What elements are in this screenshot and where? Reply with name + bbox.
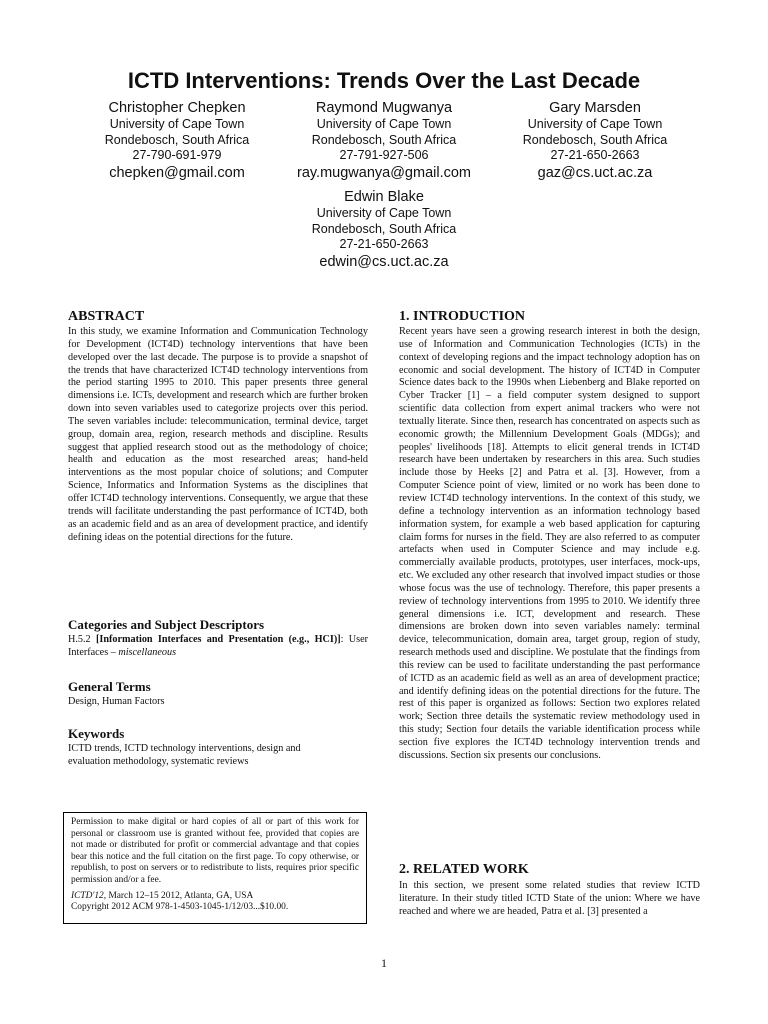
permission-venue: , March 12–15 2012, Atlanta, GA, USA: [103, 890, 254, 901]
author-name: Raymond Mugwanya: [315, 100, 453, 116]
categories-italic: miscellaneous: [118, 646, 177, 658]
related-work-body: [399, 880, 700, 919]
categories-bold: [Information Interfaces and Presentation (e.g., HCI)]: [95, 634, 341, 645]
author-location: Rondebosch, South Africa: [311, 132, 457, 147]
paper-title: ICTD Interventions: Trends Over the Last Decade: [127, 68, 641, 93]
author-affiliation: University of Cape Town: [527, 117, 663, 131]
author-name: Gary Marsden: [549, 100, 641, 116]
author-location: Rondebosch, South Africa: [104, 132, 250, 147]
categories-heading: Categories and Subject Descriptors: [68, 617, 265, 632]
page-number: 1: [381, 956, 387, 970]
categories-code: H.5.2: [68, 634, 91, 645]
introduction-text: Recent years have seen a growing research interest in both the design, use of Information and Communication Technologies (ICTs) in the context of developing regions and the impact technology adoption has on economic and social development. The history of ICT4D in Computer Science dates back to the 1990s when Liebenberg and Blake reported on Cyber Tracker [1] – a field computer system designed to support scientific data collection from expert animal trackers who were not textually literate. Since then, research has concentrated on aspects such as economic growth; the Millennium Development Goals (MDGs); and peoples' livelihoods [18]. Attempts to elicit general trends in ICT4D research have been undertaken by researchers in this area. Such studies include those by Heeks [2] and Patra et al. [3]. However, from a Computer Science point of view, limited or no work has been done to review ICT4D technology interventions. In the context of this study, we define a technology intervention as an information technology based information system, for example a web based application for capturing claim forms for nurses in the field. They are also referred to as computer artefacts when used in Computer Science and may include e.g. commercially available products, prototypes, user interfaces, mock-ups, etc. We excluded any other research that involved impact studies or those whose focus was the use of technology. Therefore, this paper presents a review of technology interventions from 1995 to 2010. We identify three general dimensions i.e. ICT, development and research. These dimensions are broken down into seven variables namely: terminal device, telecommunication, domain area, target group, region of study, research methods used and discipline. We postulate that the findings from this review can be used to facilitate understanding the past performance of ICTD as an academic field as well as an area of development practice; and identify defining ideas on the potential directions for the future. The rest of this paper is organized as follows: Section two explores related work; Section three details the systematic review methodology used in this study; Section four details the variable identification process while section five explores the ICT4D technology intervention trends and discussions. Section six presents our conclusions.: [399, 326, 700, 761]
author-location: Rondebosch, South Africa: [522, 132, 668, 147]
author-email: ray.mugwanya@gmail.com: [296, 164, 471, 181]
author-affiliation: University of Cape Town: [316, 117, 452, 131]
author-email: chepken@gmail.com: [109, 164, 245, 181]
author-location: Rondebosch, South Africa: [311, 221, 457, 236]
author-phone: 27-21-650-2663: [339, 237, 429, 251]
permission-copyright: Copyright 2012 ACM 978-1-4503-1045-1/12/03...$10.00.: [71, 902, 289, 913]
author-affiliation: University of Cape Town: [316, 206, 452, 220]
introduction-body: [399, 326, 700, 763]
abstract-body: [68, 326, 368, 544]
author-phone: 27-791-927-506: [339, 148, 429, 162]
author-block-marsden: [475, 99, 715, 182]
author-block-mugwanya: [264, 99, 504, 182]
categories-rest: : User Interfaces –: [68, 634, 369, 658]
author-name: Edwin Blake: [344, 189, 424, 205]
keywords-text: ICTD trends, ICTD technology interventions, design and evaluation methodology, systematic reviews: [68, 743, 301, 767]
introduction-heading: 1. INTRODUCTION: [399, 309, 526, 324]
author-block-blake: [264, 188, 504, 271]
author-phone: 27-21-650-2663: [550, 148, 640, 162]
keywords-body: [68, 743, 338, 769]
keywords-heading: Keywords: [68, 726, 125, 741]
author-email: gaz@cs.uct.ac.za: [537, 164, 653, 181]
permission-box: [63, 812, 367, 924]
author-affiliation: University of Cape Town: [109, 117, 245, 131]
categories-body: [68, 634, 368, 660]
abstract-heading: ABSTRACT: [68, 309, 145, 324]
abstract-text: In this study, we examine Information and Communication Technology for Development (ICT4D) technology interventions that have been developed over the last decade. The purpose is to provide a snapshot of the trends that have characterized ICT4D technology interventions from the period starting 1995 to 2010. This paper presents three general dimensions i.e. ICTs, development and research which are further broken down into seven variables used to categorize projects over this period. The seven variables include: telecommunication, terminal device, target group, domain area, region, research methods and discipline. Results suggest that applied research stood out as the methodology of choice; health and education as the most researched areas; hand-held interventions as the most popular choice of solutions; and Computer Science, Informatics and Information Systems as the disciplines that offer ICT4D technology interventions. Consequently, we argue that these trends will facilitate understanding the past performance of ICT4D, both as an academic field and as an area of development practice, and identify defining ideas on the potential directions for the future.: [68, 326, 368, 543]
general-terms-heading: General Terms: [68, 679, 151, 694]
permission-venue-italic: ICTD'12: [71, 890, 104, 901]
author-name: Christopher Chepken: [108, 100, 246, 116]
general-terms-text: Design, Human Factors: [68, 696, 165, 707]
author-phone: 27-790-691-979: [132, 148, 222, 162]
related-work-text: In this section, we present some related studies that review ICTD literature. In their study titled ICTD State of the union: Where we have reached and where we are headed, Patra et al. [3] presented a: [399, 880, 700, 917]
permission-text: Permission to make digital or hard copies of all or part of this work for personal or classroom use is granted without fee, provided that copies are not made or distributed for profit or commercial advantage and that copies bear this notice and the full citation on the first page. To copy otherwise, or republish, to post on servers or to redistribute to lists, requires prior specific permission and/or a fee.: [71, 817, 359, 885]
author-block-chepken: [57, 99, 297, 182]
general-terms-body: [68, 696, 368, 709]
author-email: edwin@cs.uct.ac.za: [319, 253, 449, 270]
related-work-heading: 2. RELATED WORK: [399, 862, 529, 877]
